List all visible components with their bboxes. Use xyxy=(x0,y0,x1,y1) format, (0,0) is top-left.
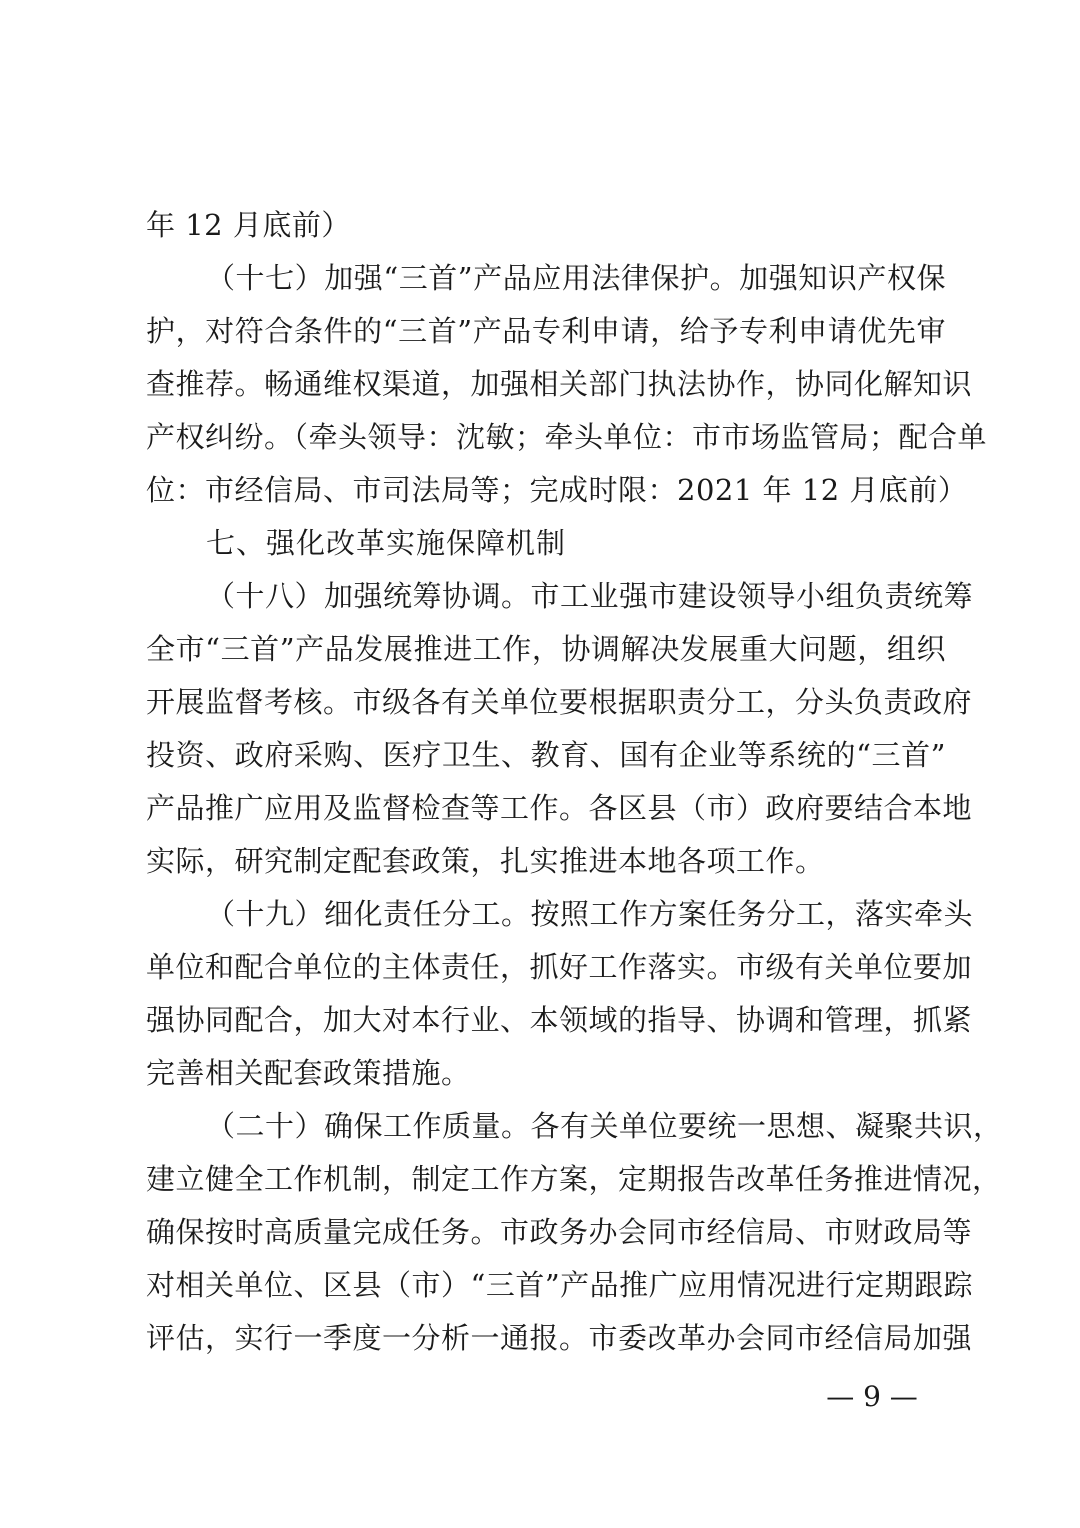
paragraph-line: 强协同配合，加大对本行业、本领域的指导、协调和管理，抓紧 xyxy=(146,1003,973,1037)
paragraph-line: 单位和配合单位的主体责任，抓好工作落实。市级有关单位要加 xyxy=(146,950,973,984)
paragraph-line: 年 12 月底前） xyxy=(146,208,351,242)
paragraph-line: 开展监督考核。市级各有关单位要根据职责分工，分头负责政府 xyxy=(146,685,973,719)
paragraph-line: 投资、政府采购、医疗卫生、教育、国有企业等系统的“三首” xyxy=(146,738,946,772)
paragraph-line: （二十）确保工作质量。各有关单位要统一思想、凝聚共识， xyxy=(206,1109,1003,1143)
paragraph-line: （十九）细化责任分工。按照工作方案任务分工，落实牵头 xyxy=(206,897,974,931)
paragraph-line: 产权纠纷。（牵头领导：沈敏；牵头单位：市市场监管局；配合单 xyxy=(146,420,988,454)
paragraph-line: 评估，实行一季度一分析一通报。市委改革办会同市经信局加强 xyxy=(146,1321,973,1355)
page-number: — 9 — xyxy=(826,1380,918,1413)
paragraph-line: 确保按时高质量完成任务。市政务办会同市经信局、市财政局等 xyxy=(146,1215,973,1249)
paragraph-line: 实际，研究制定配套政策，扎实推进本地各项工作。 xyxy=(146,844,825,878)
paragraph-line: 位：市经信局、市司法局等；完成时限：2021 年 12 月底前） xyxy=(146,473,968,507)
paragraph-line: （十八）加强统筹协调。市工业强市建设领导小组负责统筹 xyxy=(206,579,974,613)
paragraph-line: 对相关单位、区县（市）“三首”产品推广应用情况进行定期跟踪 xyxy=(146,1268,974,1302)
paragraph-line: 产品推广应用及监督检查等工作。各区县（市）政府要结合本地 xyxy=(146,791,973,825)
section-heading: 七、强化改革实施保障机制 xyxy=(206,526,567,560)
paragraph-line: 完善相关配套政策措施。 xyxy=(146,1056,471,1090)
paragraph-line: 护，对符合条件的“三首”产品专利申请，给予专利申请优先审 xyxy=(146,314,946,348)
paragraph-line: 全市“三首”产品发展推进工作，协调解决发展重大问题，组织 xyxy=(146,632,946,666)
paragraph-line: 建立健全工作机制，制定工作方案，定期报告改革任务推进情况， xyxy=(146,1162,1002,1196)
paragraph-line: （十七）加强“三首”产品应用法律保护。加强知识产权保 xyxy=(206,261,946,295)
paragraph-line: 查推荐。畅通维权渠道，加强相关部门执法协作，协同化解知识 xyxy=(146,367,973,401)
